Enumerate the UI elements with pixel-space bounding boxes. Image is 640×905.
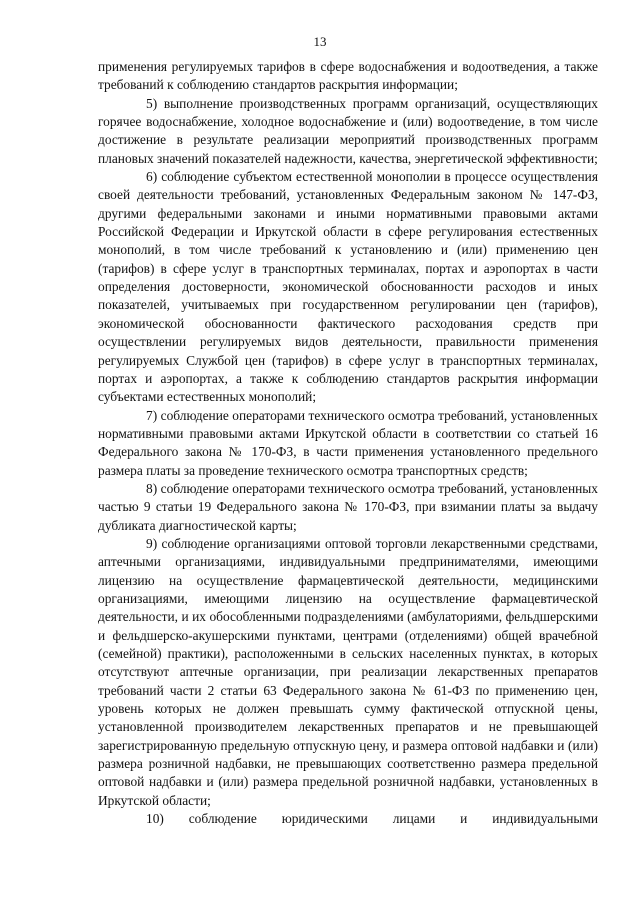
paragraph-item-9: 9) соблюдение организациями оптовой торговли лекарственными средствами, аптечными организациями, индивидуальными предпринимателями, имеющими лицензию на осуществление фармацевтической деятельности, медицинскими организациями, имеющими лицензию на осуществление фармацевтической деятельности, и их обособленными подразделениями (амбулаториями, фельдшерскими и фельдшерско-акушерскими пунктами, центрами (отделениями) общей врачебной (семейной) практики), расположенными в сельских населенных пунктах, в которых отсутствуют аптечные организации, при реализации лекарственных препаратов требований части 2 статьи 63 Федерального закона № 61-ФЗ по применению цен, уровень которых не должен превышать сумму фактической отпускной цены, установленной производителем лекарственных препаратов и не превышающей зарегистрированную предельную отпускную цену, и размера оптовой надбавки и (или) размера розничной надбавки, не превышающих соответственно размера предельной оптовой надбавки и (или) размера предельной розничной надбавки, установленных в Иркутской области;: [98, 535, 598, 808]
document-body: [98, 58, 598, 828]
paragraph-item-8: 8) соблюдение операторами технического осмотра требований, установленных частью 9 статьи 19 Федерального закона № 170-ФЗ, при взимании платы за выдачу дубликата диагностической карты;: [98, 480, 598, 533]
paragraph-cont-4: применения регулируемых тарифов в сфере водоснабжения и водоотведения, а также требований к соблюдению стандартов раскрытия информации;: [98, 59, 598, 93]
paragraph-item-7: 7) соблюдение операторами технического осмотра требований, установленных нормативными правовыми актами Иркутской области в соответствии со статьей 16 Федерального закона № 170-ФЗ, в части применения установленного предельного размера платы за проведение технического осмотра транспортных средств;: [98, 407, 598, 478]
paragraph-item-5: 5) выполнение производственных программ организаций, осуществляющих горячее водоснабжение, холодное водоснабжение и (или) водоотведение, в том числе достижение в результате реализации мероприятий производственных программ плановых значений показателей надежности, качества, энергетической эффективности;: [98, 95, 598, 166]
paragraph-item-6: 6) соблюдение субъектом естественной монополии в процессе осуществления своей деятельности требований, установленных Федеральным законом № 147-ФЗ, другими федеральными законами и иными нормативными правовыми актами Российской Федерации и Иркутской области в сфере регулирования естественных монополий, в том числе требований к установлению и (или) применению цен (тарифов) в сфере услуг в транспортных терминалах, портах и аэропортах в части определения достоверности, экономической обоснованности расходов и иных показателей, учитываемых при государственном регулировании цен (тарифов), экономической обоснованности фактического расходования средств при осуществлении регулируемых видов деятельности, правильности применения регулируемых Службой цен (тарифов) в сфере услуг в транспортных терминалах, портах и аэропортах, а также к соблюдению стандартов раскрытия информации субъектами естественных монополий;: [98, 169, 598, 405]
paragraph-item-10: 10) соблюдение юридическими лицами и индивидуальными: [146, 811, 598, 827]
page-number: 13: [313, 34, 327, 49]
